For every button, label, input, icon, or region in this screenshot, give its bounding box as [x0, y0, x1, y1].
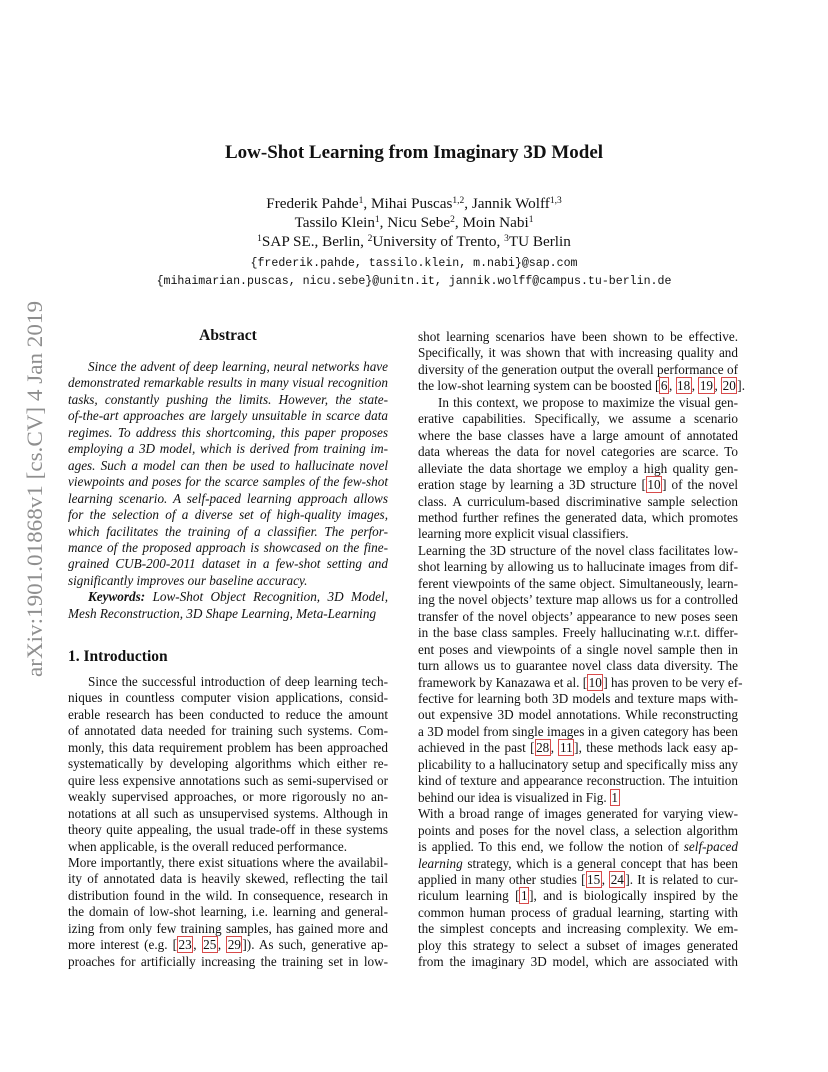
body-line: erative capabilities. Specifically, we assume a scenario	[418, 411, 738, 427]
email-line-1[interactable]: {frederik.pahde, tassilo.klein, m.nabi}@sap.com	[250, 257, 578, 270]
author-name: Mihai Puscas	[371, 195, 453, 212]
intro-line: Since the successful introduction of deep learning tech-	[88, 674, 388, 689]
abstract-line: of-the-art approaches are largely unsuitable in scarce data	[68, 408, 388, 424]
intro-line: distribution found in the wild. In consequence, research in	[68, 887, 388, 903]
abstract-heading: Abstract	[199, 327, 257, 344]
keywords-label: Keywords:	[88, 589, 146, 605]
abstract-line: ages. Such a model can then be used to hallucinate novel	[68, 457, 388, 473]
body-line: Learning the 3D structure of the novel class facilitates low-	[418, 542, 738, 558]
body-line: turn allows us to guarantee novel class data diversity. The	[418, 658, 738, 674]
body-line: fective for learning both 3D models and texture maps with-	[418, 690, 738, 706]
body-line: alleviate the data shortage we employ a high quality gen-	[418, 460, 738, 476]
abstract-line: grained CUB-200-2011 dataset in a few-shot setting and	[68, 556, 388, 572]
intro-line: erable research has been conducted to reduce the amount	[68, 706, 388, 722]
body-line: transfer of the novel objects’ appearance to new poses seen	[418, 608, 738, 624]
body-line: applied in many other studies [ 15 , 24 ]. It is related to cur-	[418, 871, 739, 887]
body-line: out expensive 3D model annotations. While reconstructing	[418, 707, 738, 723]
body-line: eration stage by learning a 3D structure [ 10 ] of the novel	[418, 477, 738, 493]
body-line: class. A curriculum-based discriminative sample selection	[418, 493, 738, 509]
body-line: in the base class samples. Freely hallucinating w.r.t. differ-	[418, 625, 738, 641]
citation-link[interactable]: 10	[588, 674, 602, 690]
body-line: Specifically, it was shown that with increasing quality and	[418, 345, 738, 361]
body-line: shot learning by allowing us to hallucinate images from dif-	[418, 559, 738, 575]
email-line-2[interactable]: {mihaimarian.puscas, nicu.sebe}@unitn.it, jannik.wolff@campus.tu-berlin.de	[156, 275, 672, 288]
body-line: is applied. To this end, we follow the notion of self-paced	[418, 839, 738, 855]
body-line: With a broad range of images generated for varying view-	[418, 806, 738, 822]
body-line: ing the novel objects’ texture map allows us for a controlled	[418, 592, 738, 608]
intro-line: systematically by developing algorithms which either re-	[68, 756, 388, 772]
body-line: learning more explicit visual classifiers.	[418, 526, 629, 542]
citation-link[interactable]: 23	[178, 937, 192, 953]
author-line-2: Tassilo Klein$^1$, Nicu Sebe$^2$, Moin Nabi$^1$	[294, 214, 534, 231]
abstract-line: which facilitates the training of a classifier. The perfor-	[68, 523, 388, 539]
intro-line: izing from only few training samples, has gained more and	[68, 920, 388, 936]
citation-link[interactable]: 19	[699, 378, 714, 394]
citation-link[interactable]: 25	[203, 937, 217, 953]
intro-line: of annotated data needed for training such systems. Com-	[68, 723, 388, 739]
body-line: data whereas the data for novel categories are scarce. To	[418, 444, 738, 460]
intro-line: more interest (e.g. [ 23 , 25 , 29 ]). As such, generative ap-	[68, 937, 389, 953]
abstract-line: regimes. To address this shortcoming, this paper proposes	[68, 424, 388, 440]
author-name: Tassilo Klein	[294, 214, 375, 231]
citation-link[interactable]: 18	[677, 378, 691, 394]
body-line: shot learning scenarios have been shown to be effective.	[418, 329, 738, 344]
intro-line: when applicable, is the overall reduced performance.	[68, 838, 348, 854]
paper-title: Low-Shot Learning from Imaginary 3D Model	[224, 142, 604, 163]
section-heading-introduction: 1. Introduction	[68, 648, 168, 665]
author-name: Moin Nabi	[462, 214, 529, 231]
citation-link[interactable]: 24	[610, 871, 624, 887]
citation-link[interactable]: 15	[587, 871, 601, 887]
arxiv-stamp	[12, 300, 52, 680]
body-line: kind of texture and appearance reconstruction. The intuition	[418, 773, 738, 789]
abstract-line: significantly improves our baseline accuracy.	[68, 572, 308, 588]
intro-line: monly, this data requirement problem has been approached	[68, 739, 388, 755]
abstract-line: for the selection of a diverse set of high-quality images,	[68, 507, 388, 523]
arxiv-identifier: arXiv:1901.01868v1 [cs.CV] 4 Jan 2019	[22, 310, 47, 677]
abstract-line: mance of the proposed approach is showcased on the fine-	[68, 539, 388, 555]
body-line: where the base classes have a large amount of annotated	[418, 427, 738, 443]
citation-link[interactable]: 6	[660, 378, 668, 394]
right-column-body	[418, 329, 745, 971]
citation-link[interactable]: 29	[227, 937, 241, 953]
intro-line: notations at all such as unsupervised systems. Although in	[68, 805, 388, 821]
citation-link[interactable]: 28	[536, 740, 550, 756]
intro-line: More importantly, there exist situations where the availabil-	[68, 854, 388, 870]
abstract-line: Since the advent of deep learning, neural networks have	[88, 359, 388, 374]
intro-line: weakly supervised approaches, or more rigorously no an-	[68, 789, 388, 805]
author-name: Frederik Pahde	[266, 195, 359, 212]
intro-line: the domain of low-shot learning, i.e. learning and general-	[68, 904, 388, 920]
keywords-line: Mesh Reconstruction, 3D Shape Learning, Meta-Learning	[68, 605, 377, 621]
body-line: ent poses and viewpoints of a single novel sample then in	[418, 641, 738, 657]
body-line: the low-shot learning system can be boosted [ 6 , 18 , 19 , 20 ].	[418, 378, 745, 394]
body-line: from the imaginary 3D model, which are associated with	[418, 954, 738, 970]
author-name: Jannik Wolff	[471, 195, 550, 212]
abstract-line: viewpoints and poses for the scarce samples of the few-shot	[68, 474, 388, 490]
intro-line: ity of annotated data is heavily skewed, reflecting the tail	[68, 871, 388, 887]
body-line: a 3D model from single images in a given category has been	[418, 723, 738, 739]
abstract-line: tasks, constantly pushing the limits. However, the state-	[68, 391, 388, 407]
body-line: achieved in the past [ 28 , 11 ], these methods lack easy ap-	[418, 740, 738, 756]
body-line: method further refines the generated data, which promotes	[418, 509, 738, 525]
abstract-line: learning scenario. A self-paced learning approach allows	[68, 490, 388, 506]
author-line-1: Frederik Pahde$^1$, Mihai Puscas$^{1,2}$, Jannik Wolff$^{1,3}$	[266, 195, 562, 212]
body-line: In this context, we propose to maximize the visual gen-	[438, 394, 738, 410]
body-line: common human process of gradual learning, starting with	[418, 904, 738, 920]
body-line: points and poses for the novel class, a selection algorithm	[418, 822, 738, 838]
body-line: ploy this strategy to select a subset of images generated	[418, 937, 738, 953]
citation-link[interactable]: 10	[647, 477, 661, 493]
intro-line: proaches for artificially increasing the training set in low-	[68, 953, 388, 969]
citation-link[interactable]: 11	[559, 740, 573, 756]
intro-line: quire less expensive annotations such as semi-supervised or	[68, 772, 388, 788]
body-line: behind our idea is visualized in Fig. 1	[418, 789, 619, 805]
body-line: ferent viewpoints of the same object. Simultaneously, learn-	[418, 575, 738, 591]
abstract-line: demonstrated remarkable results in many visual recognition	[68, 375, 388, 391]
intro-body	[68, 674, 388, 970]
body-line: diversity of the generation output the overall performance of	[418, 361, 738, 377]
author-name: Nicu Sebe	[387, 214, 451, 231]
intro-line: theory quite appealing, the usual trade-off in these systems	[68, 822, 388, 838]
keywords-line: Keywords: Low-Shot Object Recognition, 3D Model,	[88, 589, 388, 605]
body-line: riculum learning [ 1 ], and is biologically inspired by the	[418, 888, 738, 904]
body-line: learning strategy, which is a general concept that has been	[418, 855, 738, 871]
citation-link[interactable]: 1	[520, 888, 528, 904]
abstract-line: employing a 3D model, which is derived from training im-	[68, 441, 388, 457]
citation-link[interactable]: 20	[722, 378, 736, 394]
body-line: plicability to a hallucinatory setup and specifically miss any	[418, 756, 738, 772]
body-line: the simplest concepts and increasing complexity. We em-	[418, 921, 738, 937]
body-line: framework by Kanazawa et al. [ 10 ] has proven to be very ef-	[418, 674, 743, 690]
abstract-body	[68, 359, 388, 622]
figure-link[interactable]: 1	[611, 789, 619, 805]
intro-line: niques in countless computer vision applications, consid-	[68, 690, 388, 706]
affiliations: $^1$SAP SE., Berlin, $^2$University of Trento, $^3$TU Berlin	[257, 233, 571, 250]
